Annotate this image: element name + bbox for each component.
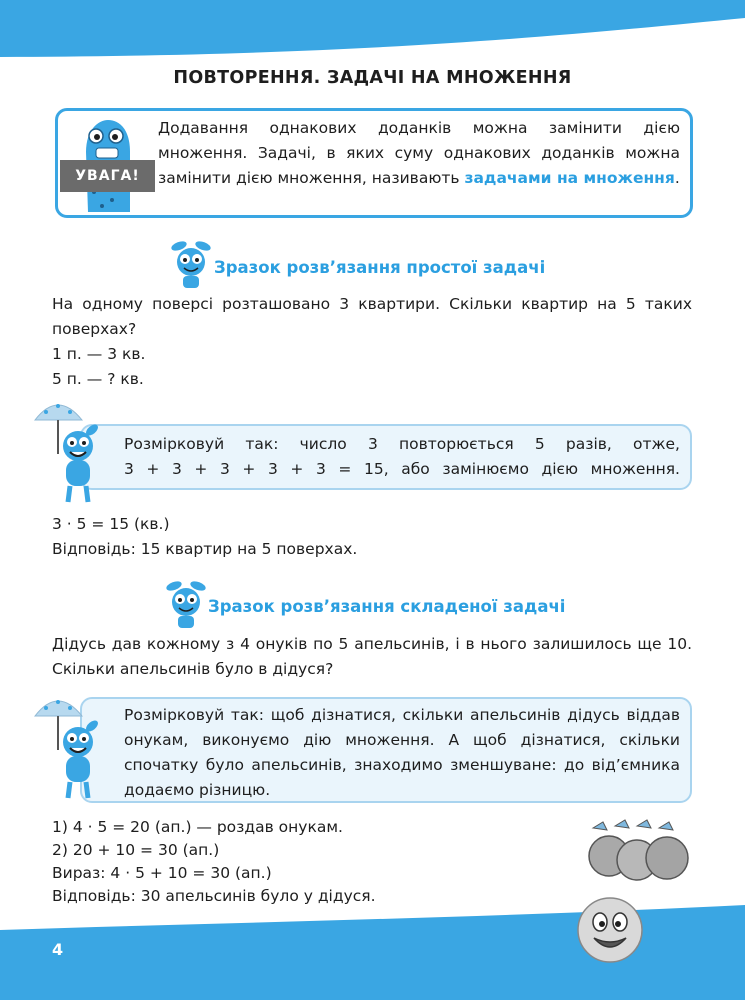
bunny-mascot-icon-2 xyxy=(160,576,212,631)
top-decor-band xyxy=(0,0,745,70)
compound-step-1: 1) 4 · 5 = 20 (ап.) — роздав онукам. xyxy=(52,818,343,836)
umbrella-mascot-icon xyxy=(30,394,105,506)
umbrella-mascot-icon-2 xyxy=(30,690,105,802)
simple-solution: 3 · 5 = 15 (кв.) xyxy=(52,515,170,533)
compound-sample-title: Зразок розв’язання складеної задачі xyxy=(208,597,566,616)
compound-problem: Дідусь дав кожному з 4 онуків по 5 апельсинів, і в нього залишилось ще 10. Скільки апельсинів було в дідуся? xyxy=(52,635,692,678)
attention-highlight: задачами на множення xyxy=(464,169,675,187)
attention-text-after: . xyxy=(674,169,680,187)
short-record-line-1: 1 п. — 3 кв. xyxy=(52,345,146,363)
simple-problem: На одному поверсі розташовано 3 квартири. Скільки квартир на 5 таких поверхах? xyxy=(52,295,692,338)
short-record-line-2: 5 п. — ? кв. xyxy=(52,370,144,388)
attention-text-before: Додавання однакових доданків можна замінити дією множення. Задачі, в яких суму однакових доданків можна замінити дією множення, називають xyxy=(158,119,680,187)
page-title: ПОВТОРЕННЯ. ЗАДАЧІ НА МНОЖЕННЯ xyxy=(173,68,572,88)
attention-text xyxy=(158,116,680,191)
bunny-mascot-icon xyxy=(165,236,217,291)
simple-reasoning-line-1: Розмірковуй так: число 3 повторюється 5 разів, отже, xyxy=(124,435,680,453)
compound-answer: Відповідь: 30 апельсинів було у дідуся. xyxy=(52,887,376,905)
compound-step-2: 2) 20 + 10 = 30 (ап.) xyxy=(52,841,220,859)
compound-expression: Вираз: 4 · 5 + 10 = 30 (ап.) xyxy=(52,864,272,882)
simple-answer: Відповідь: 15 квартир на 5 поверхах. xyxy=(52,540,358,558)
oranges-illustration-icon xyxy=(585,818,695,888)
simple-reasoning-line-2: 3 + 3 + 3 + 3 + 3 = 15, або замінюємо дією множення. xyxy=(124,460,680,478)
simple-sample-title: Зразок розв’язання простої задачі xyxy=(214,258,546,277)
smiley-face-icon xyxy=(576,896,644,964)
attention-badge: УВАГА! xyxy=(60,160,155,192)
page-number: 4 xyxy=(52,940,64,959)
compound-reasoning: Розмірковуй так: щоб дізнатися, скільки апельсинів дідусь віддав онукам, виконуємо дію множення. А щоб дізнатися, скільки спочатку було апельсинів, знаходимо зменшуване: до від’ємника додаємо різницю. xyxy=(124,706,680,799)
